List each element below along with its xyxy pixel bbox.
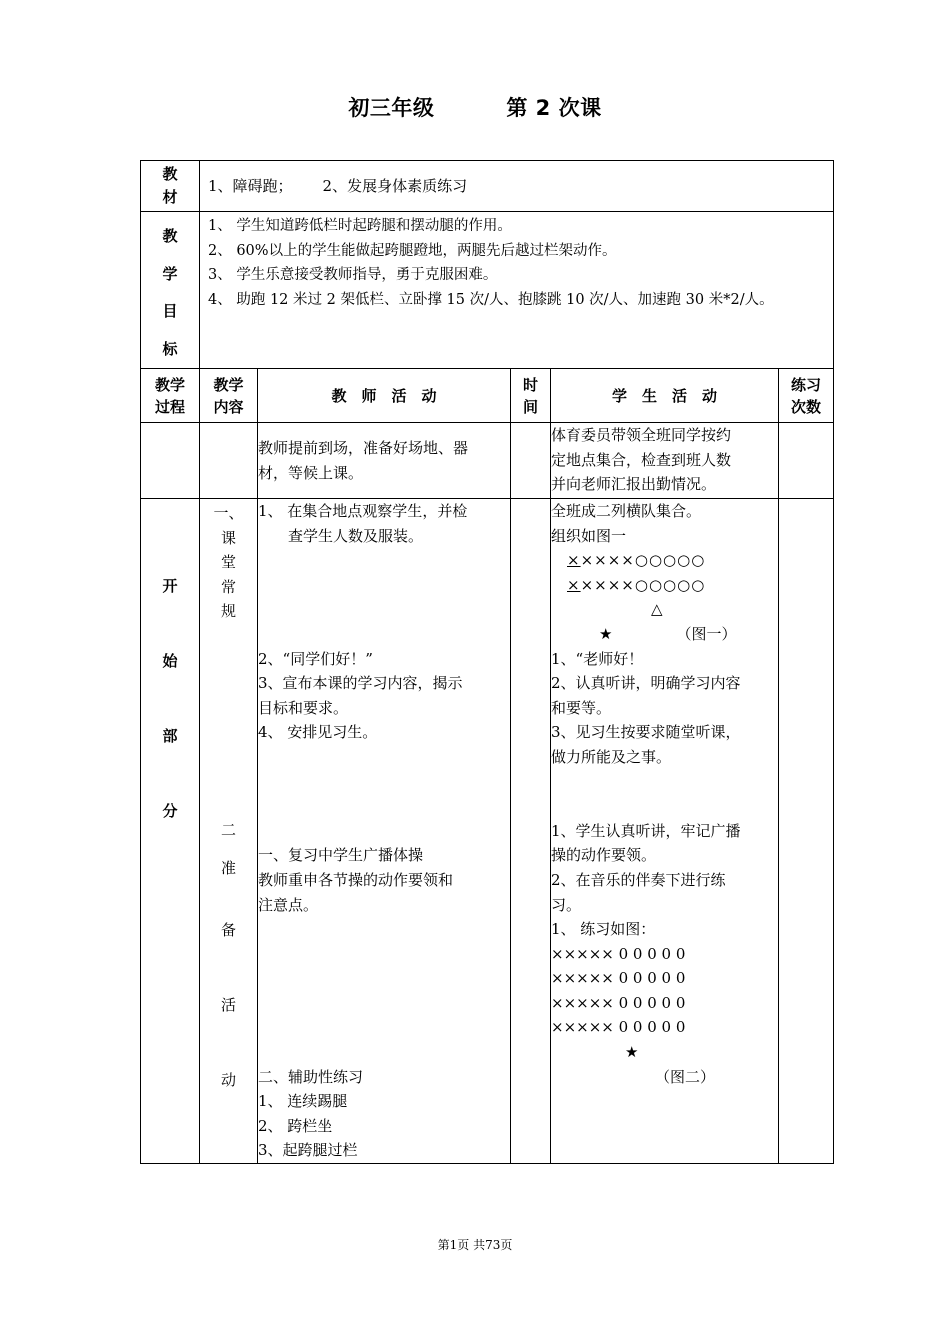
content-char: 准 (220, 858, 236, 877)
start-student-activity (551, 499, 779, 1164)
text-line: 习。 (551, 895, 582, 914)
section-char: 开 (162, 577, 178, 595)
material-label-char: 教 (162, 165, 178, 183)
star-icon: ★ (599, 624, 613, 643)
figure-1-caption-row (551, 622, 778, 647)
start-content (200, 499, 258, 1164)
text-line: 教师提前到场，准备好场地、器 (258, 439, 469, 457)
objectives-label-char: 目 (162, 302, 178, 320)
content-char: 规 (220, 602, 236, 621)
time-cell (511, 499, 551, 1164)
section-char: 分 (162, 802, 178, 820)
section-char: 始 (162, 652, 178, 670)
header-text: 过程 (154, 397, 185, 416)
material-content (200, 161, 834, 212)
formation-row: ××××× 0 0 0 0 0 (551, 993, 686, 1012)
leader-mark: × (567, 551, 581, 570)
text-line: 2、“同学们好！” (258, 649, 373, 668)
objective-item: 2、 60%以上的学生能做起跨腿蹬地，两腿先后越过栏架动作。 (208, 242, 617, 259)
lesson-plan-table (140, 160, 834, 1164)
text-line: 并向老师汇报出勤情况。 (551, 475, 717, 494)
header-text: 内容 (213, 397, 244, 416)
page-footer: 第1页 共73页 (437, 1238, 513, 1252)
objectives-label-char: 教 (162, 227, 178, 245)
formation-row (551, 548, 778, 573)
content-char: 备 (220, 920, 236, 939)
text-line: 1、“老师好！ (551, 649, 644, 668)
text-line: 2、在音乐的伴奏下进行练 (551, 870, 726, 889)
section-char: 部 (162, 727, 178, 745)
material-item: 1、障碍跑； (208, 176, 293, 195)
prelesson-row (141, 423, 834, 499)
student-activity-header: 学 生 活 动 (551, 369, 779, 423)
text-line: 3、见习生按要求随堂听课， (551, 723, 741, 742)
content-char: 堂 (220, 553, 236, 572)
text-line: 3、起跨腿过栏 (258, 1141, 358, 1160)
material-row (141, 161, 834, 212)
text-line: 2、认真听讲，明确学习内容 (551, 674, 741, 693)
practice-count-header (779, 369, 834, 423)
content-char: 常 (220, 577, 236, 596)
objectives-row (141, 212, 834, 369)
triangle-icon: △ (651, 600, 663, 619)
objectives-content (200, 212, 834, 369)
empty-cell (141, 423, 200, 499)
objective-item: 1、 学生知道跨低栏时起跨腿和摆动腿的作用。 (208, 218, 512, 234)
process-header (141, 369, 200, 423)
objective-item: 4、 助跑 12 米过 2 架低栏、立卧撑 15 次/人、抱膝跳 10 次/人、加速跑 30 米*2/人。 (208, 291, 774, 308)
header-text: 次数 (791, 397, 822, 416)
objectives-label-char: 标 (162, 339, 178, 358)
header-text: 教学 (154, 375, 185, 394)
formation-marks: ××××○○○○○ (580, 551, 706, 570)
time-header (511, 369, 551, 423)
practice-count-cell (779, 499, 834, 1164)
text-line: 材，等候上课。 (258, 463, 364, 482)
text-line: 教师重申各节操的动作要领和 (258, 870, 454, 889)
leader-mark: × (567, 575, 581, 594)
content-warmup (200, 818, 257, 1118)
text-line: 组织如图一 (551, 526, 627, 545)
content-char: 课 (220, 528, 236, 547)
text-line: 一、复习中学生广播体操 (258, 846, 424, 865)
content-routine (200, 501, 257, 624)
formation-marks: ××××○○○○○ (580, 575, 706, 594)
start-section-label (141, 499, 200, 1164)
objectives-label-char: 学 (162, 264, 178, 283)
text-line: 1、 在集合地点观察学生，并检 (258, 502, 468, 520)
figure-caption: （图一） (676, 624, 737, 643)
text-line: 1、 练习如图： (551, 920, 656, 939)
prelesson-teacher (258, 423, 511, 499)
star-icon: ★ (625, 1043, 639, 1062)
figure-caption: （图二） (655, 1067, 716, 1086)
material-item: 2、发展身体素质练习 (322, 176, 468, 195)
formation-row (551, 573, 778, 598)
content-char: 一、 (213, 504, 244, 522)
text-line: 和要等。 (551, 698, 612, 717)
header-text: 间 (522, 397, 538, 416)
text-line: 1、 连续踢腿 (258, 1092, 348, 1111)
content-char: 动 (220, 1070, 236, 1089)
empty-cell (511, 423, 551, 499)
content-header (200, 369, 258, 423)
formation-row: ××××× 0 0 0 0 0 (551, 969, 686, 988)
empty-cell (200, 423, 258, 499)
header-text: 教学 (213, 375, 244, 394)
text-line: 全班成二列横队集合。 (551, 502, 702, 520)
content-char: 二 (220, 820, 236, 839)
text-line: 查学生人数及服装。 (288, 526, 424, 545)
prelesson-student (551, 423, 779, 499)
material-label-char: 材 (162, 188, 178, 206)
header-text: 时 (522, 375, 538, 394)
text-line: 做力所能及之事。 (551, 747, 672, 766)
text-line: 操的动作要领。 (551, 846, 657, 865)
grade-title: 初三年级 (348, 96, 435, 120)
formation-row: ××××× 0 0 0 0 0 (551, 1018, 686, 1037)
text-line: 定地点集合，检查到班人数 (551, 450, 732, 469)
text-line: 2、 跨栏坐 (258, 1116, 333, 1135)
lesson-number: 第 2 次课 (506, 96, 602, 120)
text-line: 注意点。 (258, 895, 319, 914)
objectives-label (141, 212, 200, 369)
start-part-row (141, 499, 834, 1164)
header-text: 练习 (791, 375, 822, 394)
empty-cell (779, 423, 834, 499)
text-line: 1、学生认真听讲，牢记广播 (551, 821, 741, 840)
objective-item: 3、 学生乐意接受教师指导，勇于克服困难。 (208, 267, 498, 284)
content-char: 活 (220, 995, 236, 1014)
start-teacher-activity (258, 499, 511, 1164)
column-header-row (141, 369, 834, 423)
material-label (141, 161, 200, 212)
text-line: 体育委员带领全班同学按约 (551, 426, 732, 444)
formation-row: ××××× 0 0 0 0 0 (551, 944, 686, 963)
text-line: 4、 安排见习生。 (258, 723, 378, 742)
page-title (0, 92, 950, 122)
teacher-activity-header: 教 师 活 动 (258, 369, 511, 423)
text-line: 二、辅助性练习 (258, 1067, 364, 1086)
text-line: 目标和要求。 (258, 698, 349, 717)
text-line: 3、宣布本课的学习内容，揭示 (258, 674, 463, 693)
